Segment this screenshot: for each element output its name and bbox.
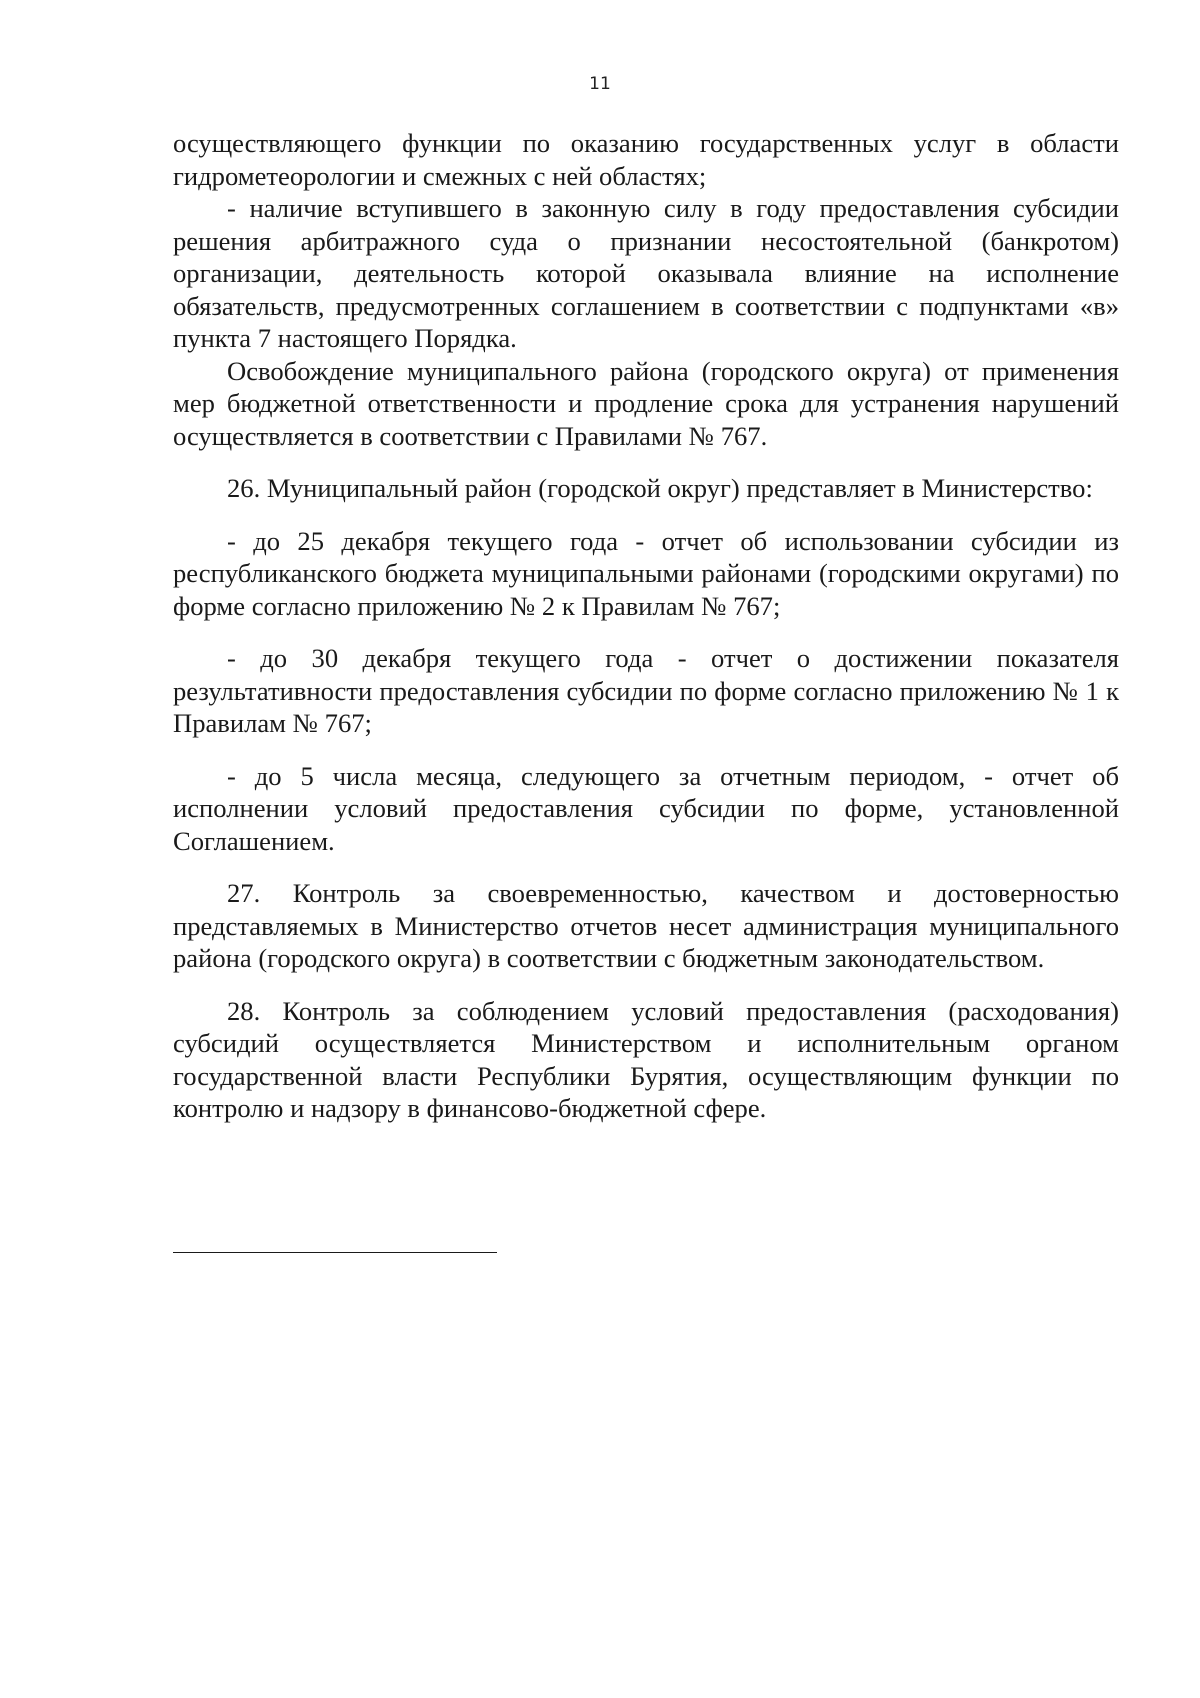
footnote-divider xyxy=(173,1252,497,1253)
paragraph-bankruptcy-condition: - наличие вступившего в законную силу в году предоставления субсидии решения арбитражного суда о признании несостоятельной (банкротом) организации, деятельность которой оказывала влияние на исполнение обязательств, предусмотренных соглашением в соответствии с подпунктами «в» пункта 7 настоящего Порядка. xyxy=(173,193,1119,353)
paragraph-continuation: осуществляющего функции по оказанию государственных услуг в области гидрометеорологии и смежных с ней областях; xyxy=(173,128,1119,191)
paragraph-report-subsidy-usage: - до 25 декабря текущего года - отчет об использовании субсидии из республиканского бюджета муниципальными районами (городскими округами) по форме согласно приложению № 2 к Правилам № 767; xyxy=(173,525,1119,621)
paragraph-report-performance: - до 30 декабря текущего года - отчет о достижении показателя результативности предоставления субсидии по форме согласно приложению № 1 к Правилам № 767; xyxy=(173,643,1119,738)
paragraph-item-28: 28. Контроль за соблюдением условий предоставления (расходования) субсидий осуществляется Министерством и исполнительным органом государственной власти Республики Бурятия, осуществляющим функции по контролю и надзору в финансово-бюджетной сфере. xyxy=(173,995,1119,1123)
paragraph-report-conditions: - до 5 числа месяца, следующего за отчетным периодом, - отчет об исполнении условий предоставления субсидии по форме, установленной Соглашением. xyxy=(173,760,1119,856)
document-body xyxy=(173,127,1119,1125)
page-number: 11 xyxy=(589,74,611,94)
paragraph-item-26: 26. Муниципальный район (городской округ) представляет в Министерство: xyxy=(227,473,1093,503)
paragraph-exemption: Освобождение муниципального района (городского округа) от применения мер бюджетной ответственности и продление срока для устранения нарушений осуществляется в соответствии с Правилами № 767. xyxy=(173,355,1119,451)
paragraph-item-27: 27. Контроль за своевременностью, качеством и достоверностью представляемых в Министерство отчетов несет администрация муниципального района (городского округа) в соответствии с бюджетным законодательством. xyxy=(173,878,1119,973)
